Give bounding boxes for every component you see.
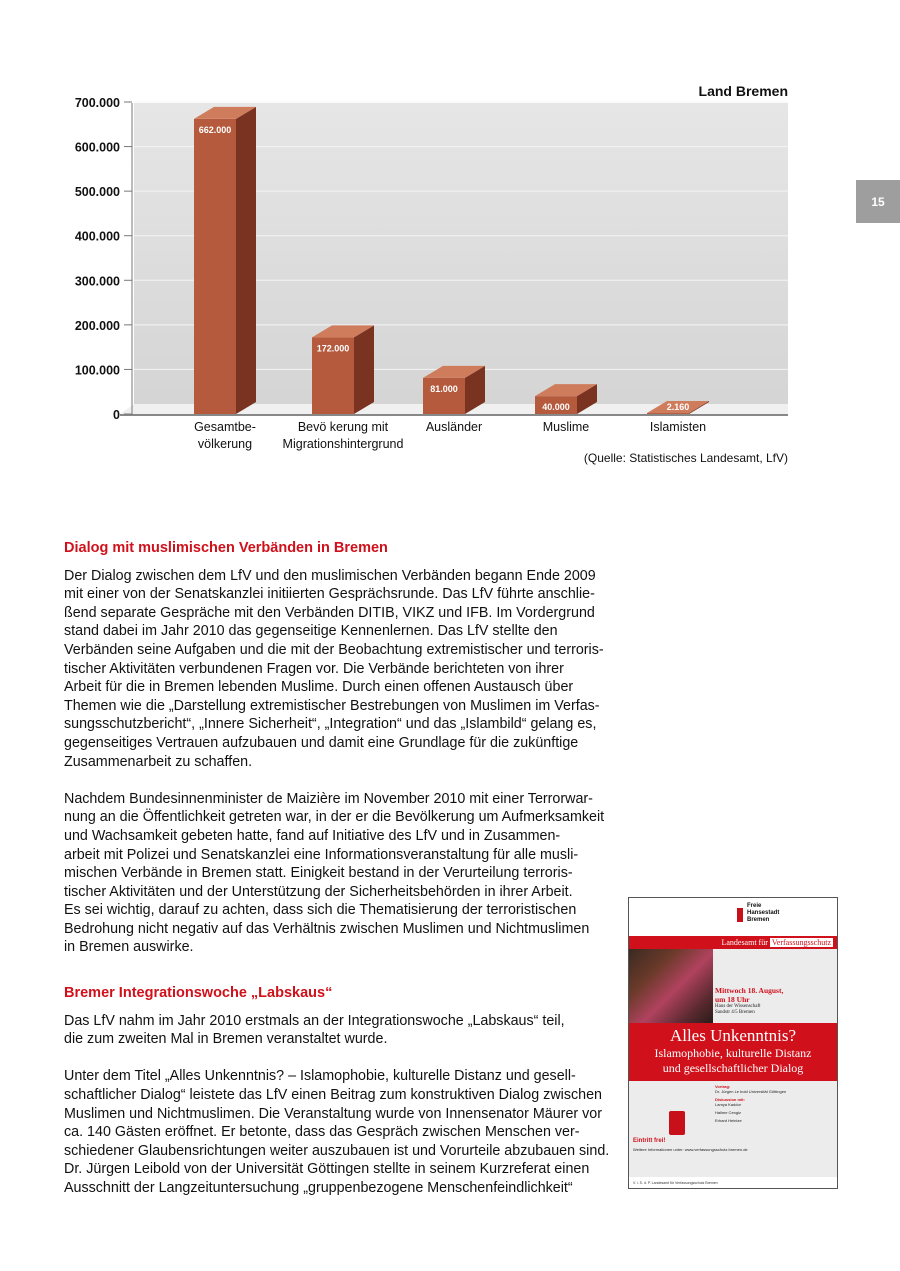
text-line: Unter dem Titel „Alles Unkenntnis? – Islamophobie, kulturelle Distanz und gesell- (64, 1068, 576, 1085)
paragraph (64, 567, 612, 772)
text-line: schaftlicher Dialog“ leistete das LfV einen Beitrag zum konstruktiven Dialog zwischen (64, 1086, 602, 1103)
y-tick-label: 0 (113, 408, 120, 422)
poster-photo (629, 949, 713, 1023)
bar-value-label: 81.000 (430, 383, 458, 394)
speaker: Halime Cengiz (715, 1110, 742, 1115)
text-line: gegenseitiges Vertrauen aufzubauen und damit eine Grundlage für die zukünftige (64, 734, 579, 751)
x-category-label: Migrationshintergrund (282, 437, 404, 451)
y-tick-label: 600.000 (74, 140, 120, 155)
bar-value-label: 662.000 (198, 124, 232, 135)
text-line: arbeit mit Polizei und Senatskanzlei eine Informationsveranstaltung für alle musli- (64, 846, 579, 863)
text-line: mit einer von der Senatskanzlei initiierten Gesprächsrunde. Das LfV führte anschlie- (64, 586, 595, 603)
x-category-label: Gesamtbe- (194, 420, 256, 434)
y-tick-label: 100.000 (74, 363, 120, 378)
y-tick-label: 400.000 (74, 229, 120, 244)
event-venue: Haus der Wissenschaft (715, 1004, 761, 1009)
poster-title: Alles Unkenntnis? (669, 1026, 797, 1045)
bar-value-label: 172.000 (316, 343, 350, 354)
bar-side (236, 107, 256, 414)
bar-chart (60, 78, 800, 473)
text-line: ca. 140 Gästen eröffnet. Er betonte, dass das Gespräch zwischen Menschen ver- (64, 1124, 580, 1141)
diskussion-label: Diskussion mit: (715, 1097, 745, 1102)
text-line: tischer Aktivitäten und der Unterstützung der Sicherheitsbehörden in ihrer Arbeit. (64, 883, 573, 900)
poster-band (629, 936, 837, 949)
section-heading: Dialog mit muslimischen Verbänden in Bremen (64, 540, 388, 556)
x-category-label: Muslime (542, 420, 590, 434)
x-category-label: Islamisten (649, 420, 707, 434)
x-category-label: Bevö kerung mit (297, 420, 389, 434)
poster-title-band (629, 1023, 837, 1081)
x-category-label: völkerung (197, 437, 253, 451)
text-line: Zusammenarbeit zu schaffen. (64, 753, 253, 770)
paragraph (64, 790, 612, 957)
chart-source: (Quelle: Statistisches Landesamt, LfV) (583, 451, 788, 465)
logo-line: Bremen (747, 917, 770, 923)
event-poster (628, 897, 838, 1189)
bar (194, 107, 256, 414)
text-line: Arbeit für die in Bremen lebenden Muslime. Durch einen offenen Austausch über (64, 679, 574, 696)
text-line: Verbänden seine Aufgaben und die mit der Beobachtung extremistischer und terroris- (64, 641, 604, 658)
vortrag-text: Dr. Jürgen Le bold Universität Göttingen (715, 1089, 787, 1094)
paragraph (64, 1012, 612, 1049)
poster-subtitle: und gesellschaftlicher Dialog (662, 1061, 804, 1075)
page-number: 15 (856, 180, 900, 223)
speaker: Erhard Heintze (715, 1118, 742, 1123)
band-highlight: Verfassungsschutz (771, 938, 831, 947)
text-line: Dr. Jürgen Leibold von der Universität Göttingen stellte in seinem Kurzreferat einen (64, 1161, 590, 1178)
chart-svg (60, 78, 800, 473)
logo-line: Freie (747, 903, 762, 909)
chart-title: Land Bremen (698, 83, 788, 99)
poster-info: Weitere Informationen unter: www.verfassungsschutz.bremen.de (633, 1147, 748, 1152)
text-line: die zum zweiten Mal in Bremen veranstaltet wurde. (64, 1031, 388, 1048)
x-category-label: Ausländer (425, 420, 483, 434)
bremen-key-icon (737, 908, 743, 922)
event-address: Sandstr 4/5 Bremen (715, 1010, 755, 1015)
section-dialog (64, 539, 612, 957)
bar-value-label: 2.160 (666, 402, 690, 413)
poster-lower (629, 1081, 837, 1177)
bar-side (354, 325, 374, 414)
text-line: in Bremen auswirke. (64, 939, 194, 956)
poster-event-info (715, 987, 783, 1016)
bar-front (647, 413, 689, 414)
event-date: Mittwoch 18. August, (715, 986, 784, 995)
poster-subtitle: Islamophobie, kulturelle Distanz (654, 1046, 812, 1060)
bar-front (194, 119, 236, 414)
text-line: stand dabei im Jahr 2010 das gegenseitige Kennenlernen. Das LfV stellte den (64, 623, 558, 640)
bar-value-label: 40.000 (542, 402, 570, 413)
y-tick-label: 200.000 (74, 318, 120, 333)
text-line: und Wachsamkeit gebeten hatte, fand auf Initiative des LfV und in Zusammen- (64, 827, 561, 844)
text-line: schiedener Glaubensrichtungen weiter auszubauen ist und Vorurteile abzubauen sind. (64, 1142, 610, 1159)
vortrag-label: Vortrag: (715, 1084, 731, 1089)
y-tick-label: 300.000 (74, 274, 120, 289)
logo-line: Hansestadt (747, 910, 780, 916)
text-line: sungsschutzbericht“, „Innere Sicherheit“, „Integration“ und das „Islambild“ gelang es, (64, 716, 597, 733)
poster-program (715, 1084, 833, 1123)
y-tick-label: 500.000 (74, 185, 120, 200)
speaker: Lamya Kaddor (715, 1102, 742, 1107)
text-line: ßend separate Gespräche mit den Verbänden DITIB, VIKZ und IFB. Im Vordergrund (64, 604, 595, 621)
section-labskaus (64, 984, 612, 1198)
event-time: um 18 Uhr (715, 994, 750, 1004)
text-line: Bedrohung nicht negativ auf das Verhältnis zwischen Muslimen und Nichtmuslimen (64, 920, 590, 937)
band-prefix: Landesamt für (721, 938, 768, 947)
section-heading: Bremer Integrationswoche „Labskaus“ (64, 985, 333, 1001)
labskaus-can-icon (669, 1111, 685, 1135)
y-tick-label: 700.000 (74, 96, 120, 110)
entry-free: Eintritt frei! (633, 1138, 666, 1144)
text-line: Nachdem Bundesinnenminister de Maizière im November 2010 mit einer Terrorwar- (64, 790, 593, 807)
poster-footer: V. i. S. d. P. Landesamt für Verfassungsschutz Bremen (633, 1181, 718, 1185)
paragraph (64, 1067, 612, 1197)
text-line: Der Dialog zwischen dem LfV und den muslimischen Verbänden begann Ende 2009 (64, 567, 596, 584)
poster-logo (747, 903, 779, 924)
text-line: tischer Aktivitäten verbundenen Fragen vor. Die Verbände berichteten von ihrer (64, 660, 564, 677)
text-line: Themen wie die „Darstellung extremistischer Bestrebungen von Muslimen im Verfas- (64, 697, 600, 714)
text-line: Das LfV nahm im Jahr 2010 erstmals an der Integrationswoche „Labskaus“ teil, (64, 1012, 565, 1029)
text-line: Muslimen und Nichtmuslimen. Die Veranstaltung wurde von Innensenator Mäurer vor (64, 1105, 602, 1122)
text-line: nung an die Öffentlichkeit getreten war, in der er die Bevölkerung um Aufmerksamkeit (64, 809, 605, 826)
text-line: Ausschnitt der Langzeituntersuchung „gruppenbezogene Menschenfeindlichkeit“ (64, 1179, 573, 1196)
bar (312, 325, 374, 414)
text-line: mischen Verbände in Bremen statt. Einigkeit bestand in der Verurteilung terroris- (64, 865, 573, 882)
text-line: Es sei wichtig, darauf zu achten, dass sich die Thematisierung der terroristischen (64, 902, 577, 919)
